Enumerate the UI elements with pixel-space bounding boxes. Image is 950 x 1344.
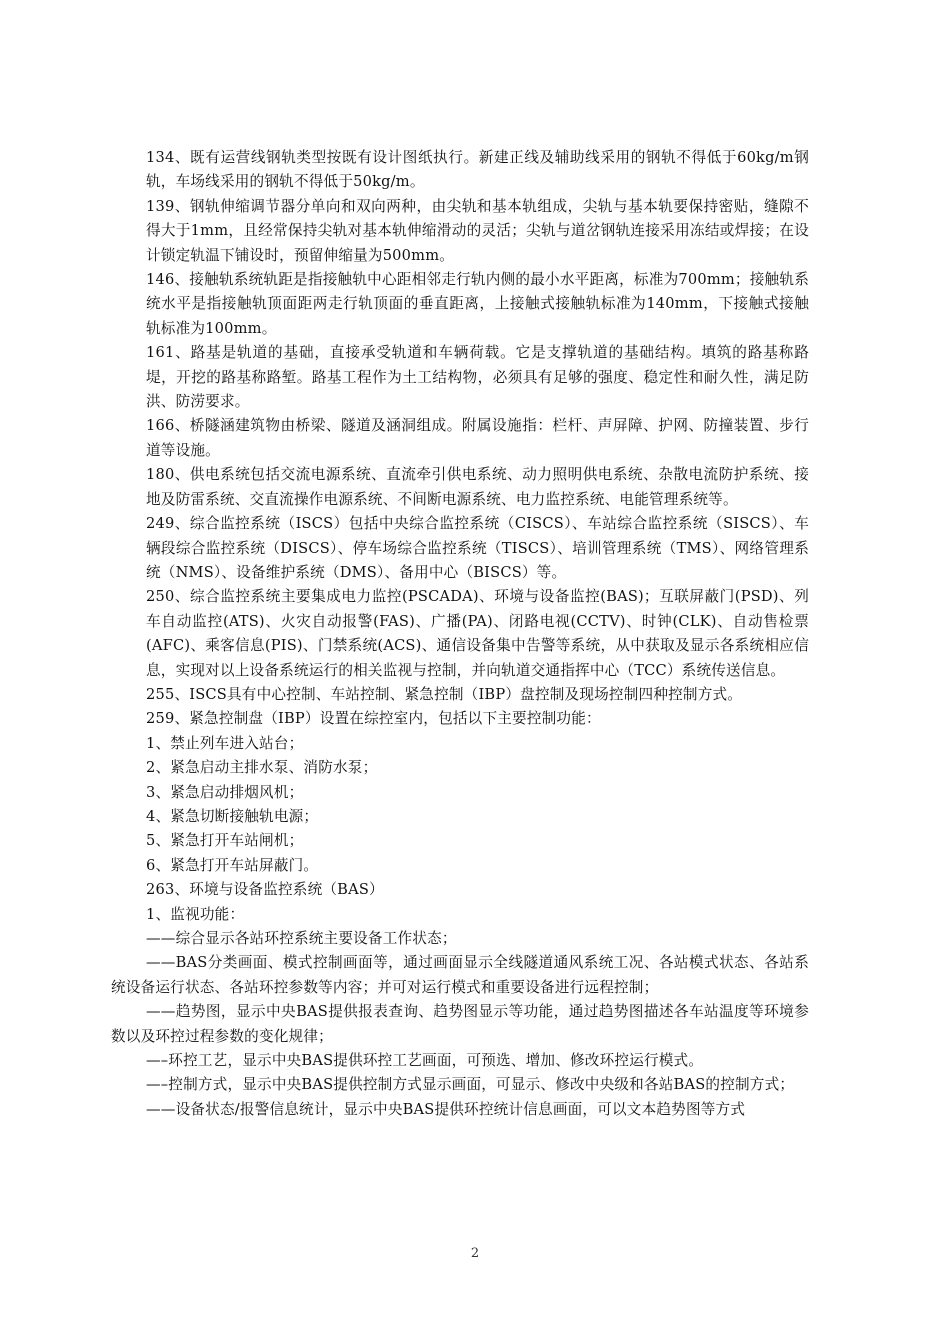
paragraph-146: 146、接触轨系统轨距是指接触轨中心距相邻走行轨内侧的最小水平距离，标准为700mm；接触轨系统水平是指接触轨顶面距两走行轨顶面的垂直距离，上接触式接触轨标准为140mm，下接触式接触轨标准为100mm。: [146, 271, 809, 337]
dash-item-bas-screens: ——BAS分类画面、模式控制画面等，通过画面显示全线隧道通风系统工况、各站模式状态、各站系统设备运行状态、各站环控参数等内容；并可对运行模式和重要设备进行远程控制；: [111, 954, 809, 996]
list-item-2: 2、紧急启动主排水泵、消防水泵；: [146, 759, 378, 777]
paragraph-255: 255、ISCS具有中心控制、车站控制、紧急控制（IBP）盘控制及现场控制四种控制方式。: [146, 685, 743, 703]
paragraph-249: 249、综合监控系统（ISCS）包括中央综合监控系统（CISCS）、车站综合监控系统（SISCS）、车辆段综合监控系统（DISCS）、停车场综合监控系统（TISCS）、培训管理系统（TMS）、网络管理系统（NMS）、设备维护系统（DMS）、备用中心（BISCS）等。: [146, 515, 809, 581]
paragraph-161: 161、路基是轨道的基础，直接承受轨道和车辆荷载。它是支撑轨道的基础结构。填筑的路基称路堤，开挖的路基称路堑。路基工程作为土工结构物，必须具有足够的强度、稳定性和耐久性，满足防洪、防涝要求。: [146, 344, 809, 411]
list-item-1: 1、禁止列车进入站台；: [146, 734, 304, 752]
paragraph-166: 166、桥隧涵建筑物由桥梁、隧道及涵洞组成。附属设施指：栏杆、声屏障、护网、防撞装置、步行道等设施。: [146, 417, 809, 459]
paragraph-259: 259、紧急控制盘（IBP）设置在综控室内，包括以下主要控制功能：: [146, 710, 601, 728]
page-number: 2: [470, 1246, 480, 1261]
paragraph-263: 263、环境与设备监控系统（BAS）: [146, 881, 384, 899]
list-item-3: 3、紧急启动排烟风机；: [146, 783, 304, 801]
paragraph-134: 134、既有运营线钢轨类型按既有设计图纸执行。新建正线及辅助线采用的钢轨不得低于60kg/m钢轨，车场线采用的钢轨不得低于50kg/m。: [146, 149, 809, 191]
dash-item-process: —–环控工艺，显示中央BAS提供环控工艺画面，可预选、增加、修改环控运行模式。: [146, 1052, 704, 1070]
sub-heading-monitoring: 1、监视功能：: [146, 905, 245, 923]
dash-item-trend: ——趋势图，显示中央BAS提供报表查询、趋势图显示等功能，通过趋势图描述各车站温度等环境参数以及环控过程参数的变化规律；: [111, 1003, 809, 1045]
dash-item-control-mode: —–控制方式，显示中央BAS提供控制方式显示画面，可显示、修改中央级和各站BAS的控制方式；: [146, 1076, 795, 1094]
list-item-4: 4、紧急切断接触轨电源；: [146, 807, 319, 825]
paragraph-250: 250、综合监控系统主要集成电力监控(PSCADA)、环境与设备监控(BAS)；互联屏蔽门(PSD)、列车自动监控(ATS)、火灾自动报警(FAS)、广播(PA)、闭路电视(CCTV)、时钟(CLK)、自动售检票(AFC)、乘客信息(PIS)、门禁系统(ACS)、通信设备集中告警等系统，从中获取及显示各系统相应信息，实现对以上设备系统运行的相关监视与控制，并向轨道交通指挥中心（TCC）系统传送信息。: [146, 588, 809, 679]
dash-item-status: ——综合显示各站环控系统主要设备工作状态；: [146, 930, 457, 947]
paragraph-139: 139、钢轨伸缩调节器分单向和双向两种，由尖轨和基本轨组成，尖轨与基本轨要保持密贴，缝隙不得大于1mm，且经常保持尖轨对基本轨伸缩滑动的灵活；尖轨与道岔钢轨连接采用冻结或焊接；在设计锁定轨温下铺设时，预留伸缩量为500mm。: [146, 197, 809, 264]
list-item-5: 5、紧急打开车站闸机；: [146, 832, 304, 850]
dash-item-alarm-stats: ——设备状态/报警信息统计，显示中央BAS提供环控统计信息画面，可以文本趋势图等方式: [146, 1100, 746, 1118]
list-item-6: 6、紧急打开车站屏蔽门。: [146, 856, 319, 874]
document-body: [111, 146, 809, 1122]
paragraph-180: 180、供电系统包括交流电源系统、直流牵引供电系统、动力照明供电系统、杂散电流防护系统、接地及防雷系统、交直流操作电源系统、不间断电源系统、电力监控系统、电能管理系统等。: [146, 466, 809, 508]
